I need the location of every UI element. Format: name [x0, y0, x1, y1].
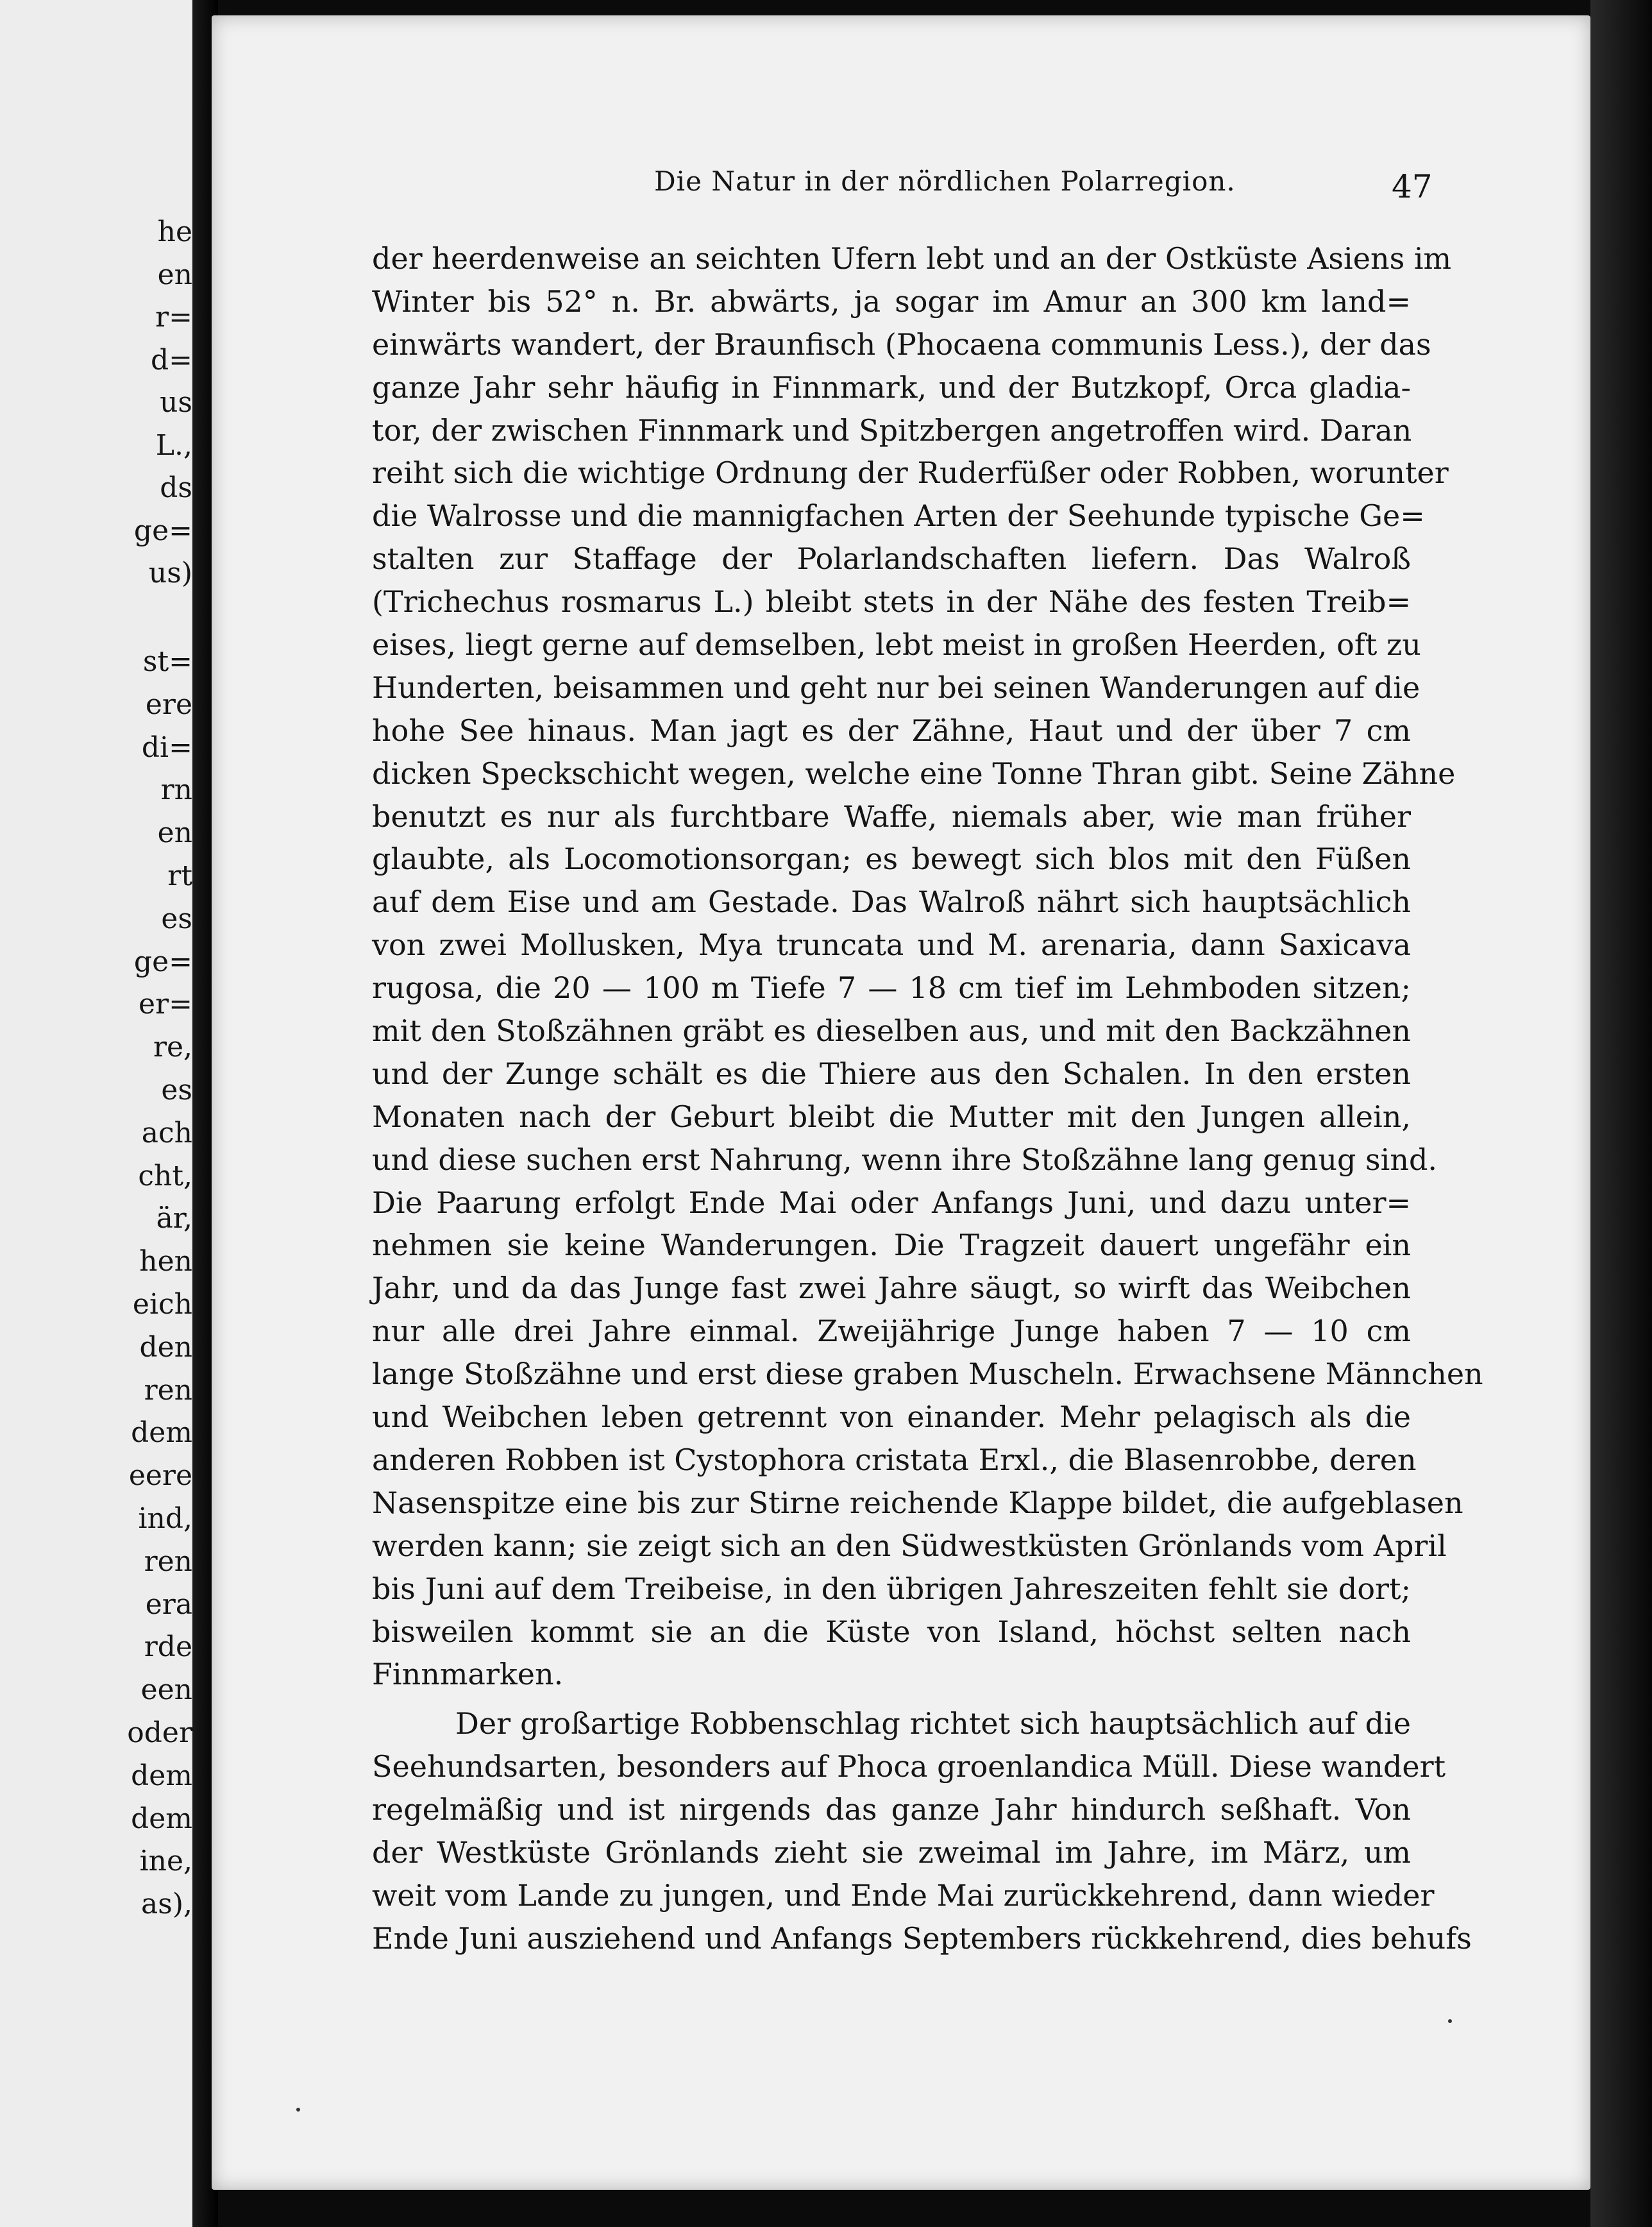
facing-page-text: era [145, 1588, 192, 1621]
facing-page-text: den [139, 1330, 192, 1364]
facing-page-text: re, [153, 1031, 192, 1064]
text-line: der heerdenweise an seichten Ufern lebt und an der Ostküste Asiens im [372, 241, 1452, 276]
text-line: reiht sich die wichtige Ordnung der Ruderfüßer oder Robben, worunter [372, 455, 1449, 491]
facing-page-text: ge= [133, 945, 192, 978]
text-line: Nasenspitze eine bis zur Stirne reichende Klappe bildet, die aufgeblasen [372, 1485, 1463, 1520]
facing-page-text: rde [144, 1630, 192, 1664]
facing-page-text: ind, [138, 1502, 192, 1535]
facing-page-text: ere [145, 688, 192, 721]
text-line: benutzt es nur als furchtbare Waffe, niemals aber, wie man früher [372, 799, 1411, 834]
facing-page-text: ren [144, 1373, 192, 1407]
text-line: (Trichechus rosmarus L.) bleibt stets in der Nähe des festen Treib= [372, 584, 1411, 620]
text-line: Jahr, und da das Junge fast zwei Jahre säugt, so wirft das Weibchen [372, 1271, 1411, 1306]
facing-page-text: är, [156, 1202, 192, 1235]
text-line: stalten zur Staffage der Polarlandschaften liefern. Das Walroß [372, 541, 1411, 577]
text-line: Hunderten, beisammen und geht nur bei seinen Wanderungen auf die [372, 670, 1420, 705]
text-line: regelmäßig und ist nirgends das ganze Jahr hindurch seßhaft. Von [372, 1792, 1411, 1827]
facing-page-text: oder [127, 1716, 192, 1749]
facing-page-text: L., [155, 428, 192, 462]
text-line: nehmen sie keine Wanderungen. Die Tragzeit dauert ungefähr ein [372, 1228, 1411, 1263]
text-line: Monaten nach der Geburt bleibt die Mutter mit den Jungen allein, [372, 1099, 1411, 1134]
text-line: weit vom Lande zu jungen, und Ende Mai zurückkehrend, dann wieder [372, 1877, 1435, 1913]
text-line: einwärts wandert, der Braunfisch (Phocaena communis Less.), der das [372, 326, 1431, 362]
text-line: die Walrosse und die mannigfachen Arten der Seehunde typische Ge= [372, 498, 1425, 534]
text-line: Winter bis 52° n. Br. abwärts, ja sogar im Amur an 300 km land= [372, 284, 1411, 319]
text-line: Die Paarung erfolgt Ende Mai oder Anfangs Juni, und dazu unter= [372, 1185, 1411, 1220]
text-line: dicken Speckschicht wegen, welche eine Tonne Thran gibt. Seine Zähne [372, 756, 1456, 791]
facing-page-text: us [160, 386, 192, 419]
facing-page-text: ds [160, 471, 192, 504]
facing-page-text: st= [142, 645, 192, 678]
text-line: bisweilen kommt sie an die Küste von Island, höchst selten nach [372, 1614, 1411, 1649]
facing-page-text: di= [141, 731, 192, 764]
facing-page-text: as), [141, 1888, 192, 1921]
text-line: und der Zunge schält es die Thiere aus den Schalen. In den ersten [372, 1056, 1411, 1091]
facing-page-text: es [161, 1074, 192, 1106]
text-line: und diese suchen erst Nahrung, wenn ihre Stoßzähne lang genug sind. [372, 1142, 1438, 1177]
facing-page-text: r= [155, 301, 192, 334]
text-line: rugosa, die 20 — 100 m Tiefe 7 — 18 cm tief im Lehmboden sitzen; [372, 970, 1411, 1006]
facing-page-fragment [0, 0, 198, 2227]
running-head: Die Natur in der nördlichen Polarregion. [654, 165, 1236, 197]
text-line: hohe See hinaus. Man jagt es der Zähne, Haut und der über 7 cm [372, 713, 1411, 748]
text-line: tor, der zwischen Finnmark und Spitzbergen angetroffen wird. Daran [372, 412, 1412, 448]
facing-page-text: es [161, 902, 192, 935]
facing-page-text: dem [131, 1802, 192, 1835]
body-text [372, 237, 1483, 1960]
text-line: Seehundsarten, besonders auf Phoca groenlandica Müll. Diese wandert [372, 1749, 1446, 1784]
text-line: werden kann; sie zeigt sich an den Südwestküsten Grönlands vom April [372, 1528, 1447, 1563]
text-line: eises, liegt gerne auf demselben, lebt meist in großen Heerden, oft zu [372, 627, 1421, 663]
facing-page-text: ge= [133, 514, 192, 547]
facing-page-text: cht, [138, 1159, 192, 1192]
text-line: anderen Robben ist Cystophora cristata Erxl., die Blasenrobbe, deren [372, 1442, 1417, 1477]
facing-page-text: hen [139, 1245, 192, 1278]
text-line: Der großartige Robbenschlag richtet sich hauptsächlich auf die [455, 1706, 1411, 1741]
text-line: mit den Stoßzähnen gräbt es dieselben aus, und mit den Backzähnen [372, 1013, 1411, 1049]
text-line: lange Stoßzähne und erst diese graben Muscheln. Erwachsene Männchen [372, 1357, 1483, 1392]
text-line: bis Juni auf dem Treibeise, in den übrigen Jahreszeiten fehlt sie dort; [372, 1571, 1411, 1606]
facing-page-text: dem [131, 1416, 192, 1450]
text-line: von zwei Mollusken, Mya truncata und M. arenaria, dann Saxicava [372, 927, 1411, 963]
facing-page-text: us) [148, 557, 192, 589]
book-edge [1590, 0, 1652, 2227]
page-number: 47 [1392, 168, 1433, 205]
facing-page-text: ine, [139, 1845, 192, 1878]
paper-speck [296, 2108, 300, 2112]
text-line: Ende Juni ausziehend und Anfangs Septembers rückkehrend, dies behufs [372, 1920, 1472, 1956]
text-line: ganze Jahr sehr häufig in Finnmark, und der Butzkopf, Orca gladia- [372, 369, 1411, 405]
facing-page-text: er= [139, 988, 192, 1021]
text-line: der Westküste Grönlands zieht sie zweimal im Jahre, im März, um [372, 1834, 1411, 1870]
facing-page-text: rn [160, 774, 192, 807]
text-line: Finnmarken. [372, 1657, 564, 1692]
facing-page-text: en [157, 258, 192, 291]
facing-page-text: ach [141, 1116, 192, 1149]
facing-page-text: een [140, 1673, 192, 1707]
facing-page-text: en [157, 817, 192, 850]
facing-page-text: he [157, 216, 192, 248]
facing-page-text: eere [128, 1459, 192, 1493]
facing-page-text: ren [144, 1545, 192, 1578]
facing-page-text: eich [132, 1288, 192, 1321]
text-line: glaubte, als Locomotionsorgan; es bewegt sich blos mit den Füßen [372, 842, 1411, 877]
facing-page-text: dem [131, 1759, 192, 1792]
text-line: nur alle drei Jahre einmal. Zweijährige Junge haben 7 — 10 cm [372, 1314, 1411, 1349]
text-line: und Weibchen leben getrennt von einander. Mehr pelagisch als die [372, 1400, 1411, 1435]
facing-page-text: rt [167, 859, 192, 892]
paper-speck [1448, 2019, 1452, 2023]
text-line: auf dem Eise und am Gestade. Das Walroß nährt sich hauptsächlich [372, 885, 1411, 920]
facing-page-text: d= [150, 343, 192, 377]
